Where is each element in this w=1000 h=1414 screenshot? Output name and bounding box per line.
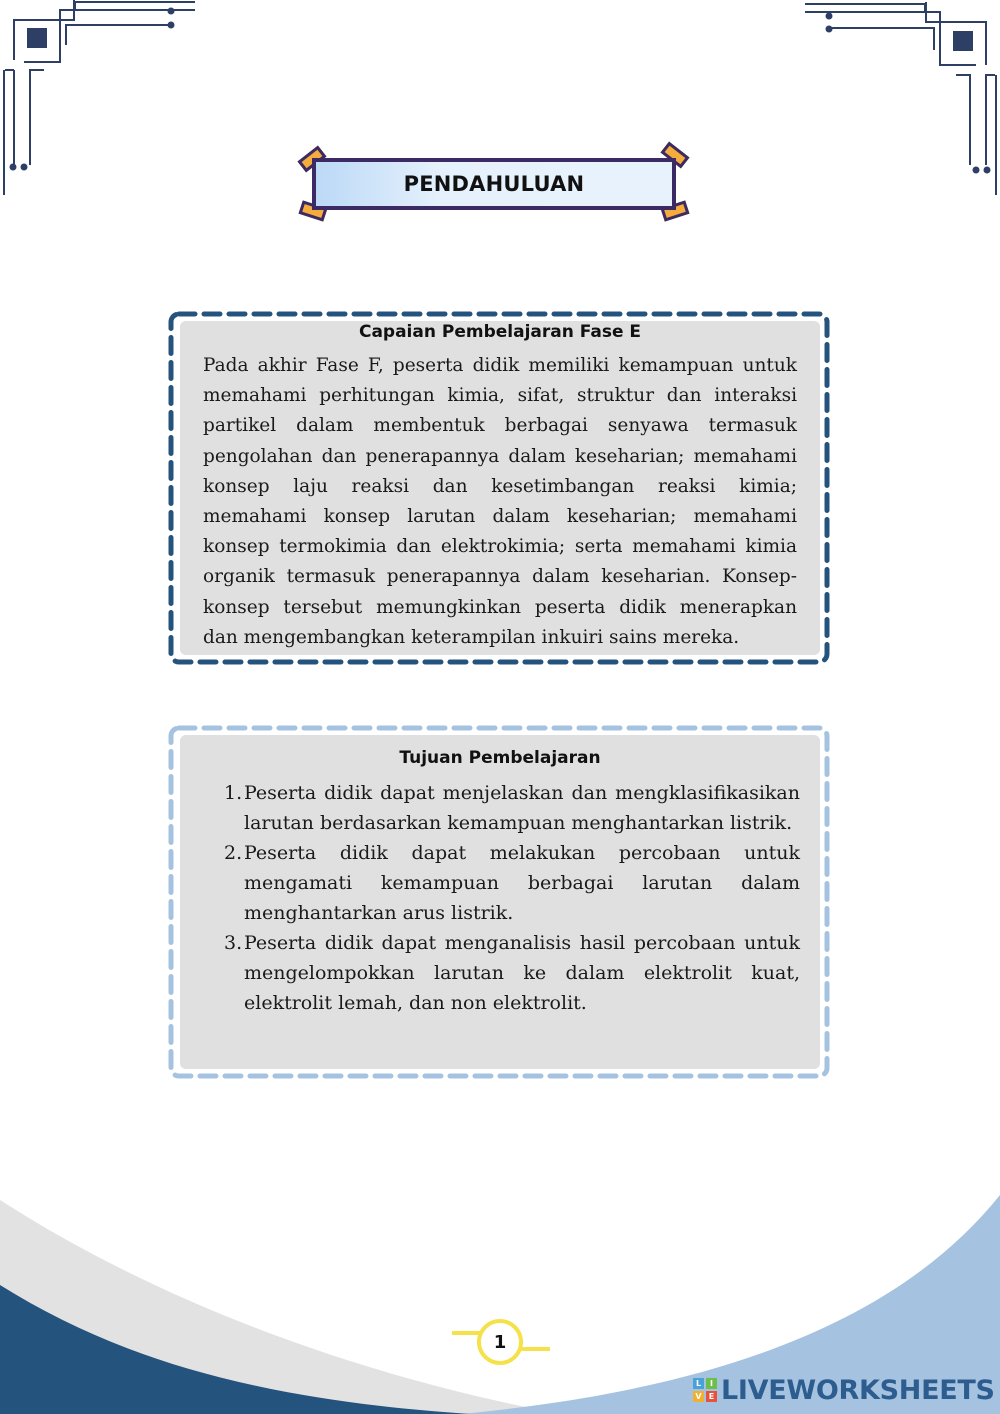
circuit-corner-top-left [4, 0, 195, 195]
page-title: PENDAHULUAN [403, 172, 585, 196]
list-item [224, 928, 800, 1018]
capaian-body: Pada akhir Fase F, peserta didik memiliki kemampuan untuk memahami perhitungan kimia, sifat, struktur dan interaksi partikel dalam membentuk berbagai senyawa termasuk pengolahan dan penerapannya dalam keseharian; memahami konsep laju reaksi dan kesetimbangan reaksi kimia; memahami konsep larutan dalam keseharian; memahami konsep termokimia dan elektrokimia; serta memahami kimia organik termasuk penerapannya dalam keseharian. Konsep-konsep tersebut memungkinkan peserta didik menerapkan dan mengembangkan keterampilan inkuiri sains mereka. [203, 355, 797, 648]
page-number: 1 [477, 1319, 523, 1365]
tujuan-title: Tujuan Pembelajaran [399, 748, 601, 768]
logo-letter: L [693, 1378, 704, 1389]
logo-letter: E [706, 1391, 717, 1402]
list-item-text: Peserta didik dapat melakukan percobaan untuk mengamati kemampuan berbagai larutan dalam menghantarkan arus listrik. [244, 842, 800, 924]
list-item-text: Peserta didik dapat menganalisis hasil percobaan untuk mengelompokkan larutan ke dalam elektrolit kuat, elektrolit lemah, dan non elektrolit. [244, 932, 800, 1014]
tujuan-list [224, 778, 800, 1018]
capaian-panel [180, 321, 820, 655]
circuit-corner-top-right [805, 2, 996, 195]
list-item [224, 838, 800, 928]
brand-name: LIVEWORKSHEETS [721, 1374, 995, 1406]
list-item-number: 1. [224, 782, 243, 804]
tujuan-panel [180, 735, 820, 1069]
list-item-number: 2. [224, 842, 243, 864]
liveworksheets-logo-icon [693, 1378, 717, 1402]
title-banner [312, 158, 676, 210]
list-item-text: Peserta didik dapat menjelaskan dan mengklasifikasikan larutan berdasarkan kemampuan menghantarkan listrik. [244, 782, 800, 834]
capaian-title: Capaian Pembelajaran Fase E [358, 322, 642, 342]
list-item-number: 3. [224, 932, 243, 954]
list-item [224, 778, 800, 838]
liveworksheets-brand[interactable] [693, 1373, 995, 1407]
logo-letter: V [693, 1391, 704, 1402]
logo-letter: I [706, 1378, 717, 1389]
